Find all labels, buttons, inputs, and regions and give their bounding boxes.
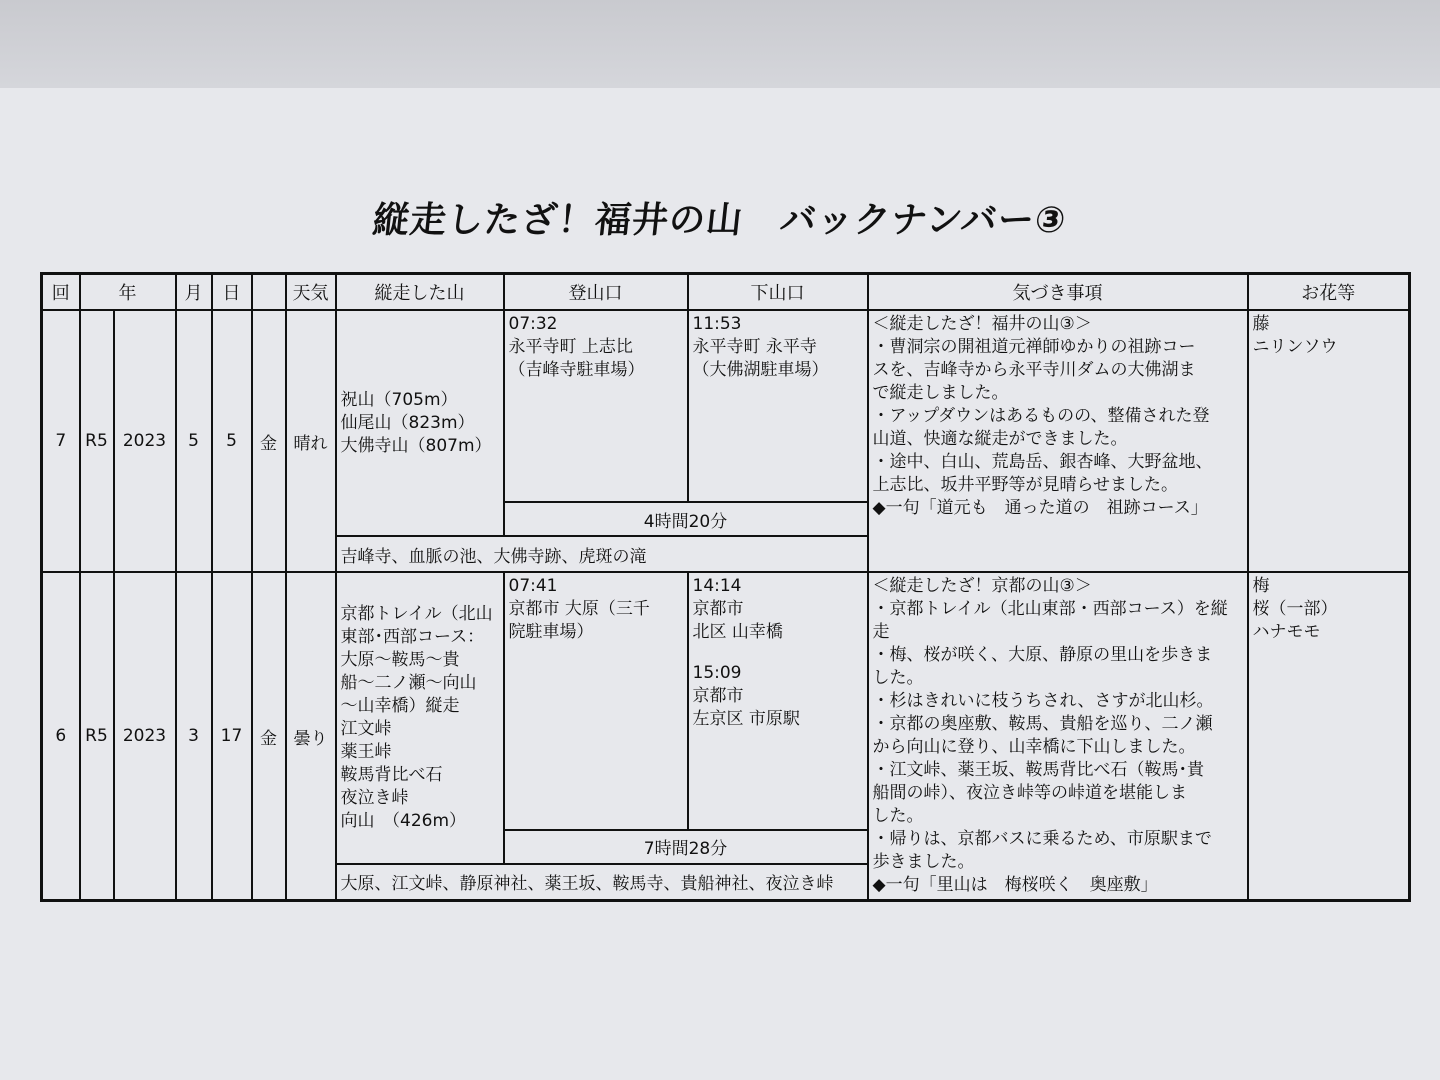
header-flowers: お花等 [1248, 274, 1410, 311]
exit-line: 京都市 [692, 686, 744, 706]
flower-line: 桜（一部） [1252, 599, 1338, 619]
cell-exit [688, 572, 868, 830]
cell-era: R5 [80, 572, 114, 901]
mountain-line: 江文峠 [340, 718, 392, 739]
mountain-line: 薬王峠 [340, 741, 392, 762]
exit-line: 左京区 市原駅 [692, 709, 800, 729]
cell-duration: 4時間20分 [504, 502, 868, 536]
note-line: ◆一句「里山は 梅桜咲く 奥座敷」 [872, 875, 1158, 895]
trailhead-line: 京都市 大原（三千 [508, 599, 650, 619]
header-month: 月 [176, 274, 212, 311]
note-line: ・アップダウンはあるものの、整備された登 [872, 406, 1210, 426]
note-line: から向山に登り、山幸橋に下山しました。 [872, 737, 1196, 757]
note-line: ＜縦走したざ！福井の山③＞ [872, 314, 1092, 334]
table-row [42, 572, 1410, 830]
note-line: した。 [872, 806, 924, 826]
flower-line: ニリンソウ [1252, 337, 1338, 357]
cell-weekday: 金 [252, 310, 286, 572]
note-line: ・帰りは、京都バスに乗るため、市原駅まで [872, 829, 1212, 849]
note-line: ◆一句「道元も 通った道の 祖跡コース」 [872, 498, 1208, 518]
cell-day: 17 [212, 572, 252, 901]
note-line: ・途中、白山、荒島岳、銀杏峰、大野盆地、 [872, 452, 1213, 472]
cell-year: 2023 [114, 572, 176, 901]
exit-line [693, 644, 863, 662]
cell-flowers [1248, 310, 1410, 572]
header-year: 年 [80, 274, 176, 311]
note-line: ・京都の奥座敷、鞍馬、貴船を巡り、二ノ瀬 [872, 714, 1213, 734]
cell-trailhead [504, 572, 688, 830]
header-weather: 天気 [286, 274, 336, 311]
page-title: 縦走したざ！福井の山 バックナンバー③ [370, 200, 1069, 241]
cell-month: 3 [176, 572, 212, 901]
note-line: ・江文峠、薬王坂、鞍馬背比べ石（鞍馬･貴 [872, 760, 1204, 780]
trailhead-line: 07:41 [508, 576, 558, 596]
cell-no: 7 [42, 310, 80, 572]
note-line: した。 [872, 668, 924, 688]
exit-line: 北区 山幸橋 [692, 622, 783, 642]
cell-stops: 吉峰寺、血脈の池、大佛寺跡、虎斑の滝 [336, 536, 868, 572]
mountain-line: 船～二ノ瀬～向山 [340, 672, 477, 693]
mountain-line: 東部･西部コース： [340, 626, 485, 647]
cell-stops: 大原、江文峠、静原神社、薬王坂、鞍馬寺、貴船神社、夜泣き峠 [336, 864, 868, 901]
note-line: 上志比、坂井平野等が見晴らせました。 [872, 475, 1178, 495]
trailhead-line: 永平寺町 上志比 [508, 337, 633, 357]
exit-line: 永平寺町 永平寺 [692, 337, 817, 357]
note-line: 歩きました。 [872, 852, 975, 872]
mountain-line: ～山幸橋）縦走 [340, 695, 460, 716]
cell-month: 5 [176, 310, 212, 572]
trailhead-line: 院駐車場） [508, 622, 594, 642]
note-line: ・京都トレイル（北山東部・西部コース）を縦 [872, 599, 1228, 619]
header-row [42, 274, 1410, 311]
table-row [42, 310, 1410, 502]
trailhead-line: 07:32 [508, 314, 558, 334]
mountain-line: 鞍馬背比べ石 [340, 764, 443, 785]
exit-line: 京都市 [692, 599, 744, 619]
note-line: ＜縦走したざ！京都の山③＞ [872, 576, 1092, 596]
note-line: 船間の峠）、夜泣き峠等の峠道を堪能しま [872, 783, 1187, 803]
mountain-line: 大佛寺山（807m） [340, 435, 492, 456]
exit-line: 14:14 [692, 576, 742, 596]
exit-line: 15:09 [692, 663, 742, 683]
mountain-line: 仙尾山（823m） [340, 412, 475, 433]
header-day: 日 [212, 274, 252, 311]
exit-line: 11:53 [692, 314, 742, 334]
header-notes: 気づき事項 [868, 274, 1248, 311]
cell-mountains [336, 310, 504, 536]
cell-year: 2023 [114, 310, 176, 572]
cell-exit [688, 310, 868, 502]
note-line: ・曹洞宗の開祖道元禅師ゆかりの祖跡コー [872, 337, 1196, 357]
cell-weekday: 金 [252, 572, 286, 901]
header-no: 回 [42, 274, 80, 311]
cell-flowers [1248, 572, 1410, 901]
mountain-line: 夜泣き峠 [340, 787, 409, 808]
cell-trailhead [504, 310, 688, 502]
note-line: で縦走しました。 [872, 383, 1009, 403]
note-line: ・梅、桜が咲く、大原、静原の里山を歩きま [872, 645, 1213, 665]
flower-line: 梅 [1252, 576, 1270, 596]
header-mountains: 縦走した山 [336, 274, 504, 311]
cell-notes [868, 572, 1248, 901]
flower-line: 藤 [1252, 314, 1270, 334]
trailhead-line: （吉峰寺駐車場） [508, 360, 645, 380]
note-line: ・杉はきれいに枝うちされ、さすが北山杉。 [872, 691, 1214, 711]
cell-no: 6 [42, 572, 80, 901]
exit-line: （大佛湖駐車場） [692, 360, 829, 380]
cell-era: R5 [80, 310, 114, 572]
mountain-line: 向山 （426m） [340, 810, 467, 831]
header-weekday [252, 274, 286, 311]
cell-notes [868, 310, 1248, 572]
cell-weather: 晴れ [286, 310, 336, 572]
note-line: 走 [872, 622, 890, 642]
mountain-line: 祝山（705m） [340, 389, 458, 410]
hiking-log-table [40, 272, 1411, 902]
note-line: 山道、快適な縦走ができました。 [872, 429, 1128, 449]
mountain-line: 大原～鞍馬～貴 [340, 649, 460, 670]
mountain-line: 京都トレイル（北山 [340, 603, 493, 624]
note-line: スを、吉峰寺から永平寺川ダムの大佛湖ま [872, 360, 1196, 380]
header-exit: 下山口 [688, 274, 868, 311]
cell-weather: 曇り [286, 572, 336, 901]
flower-line: ハナモモ [1252, 622, 1321, 642]
cell-day: 5 [212, 310, 252, 572]
cell-duration: 7時間28分 [504, 830, 868, 864]
cell-mountains [336, 572, 504, 864]
header-trailhead: 登山口 [504, 274, 688, 311]
